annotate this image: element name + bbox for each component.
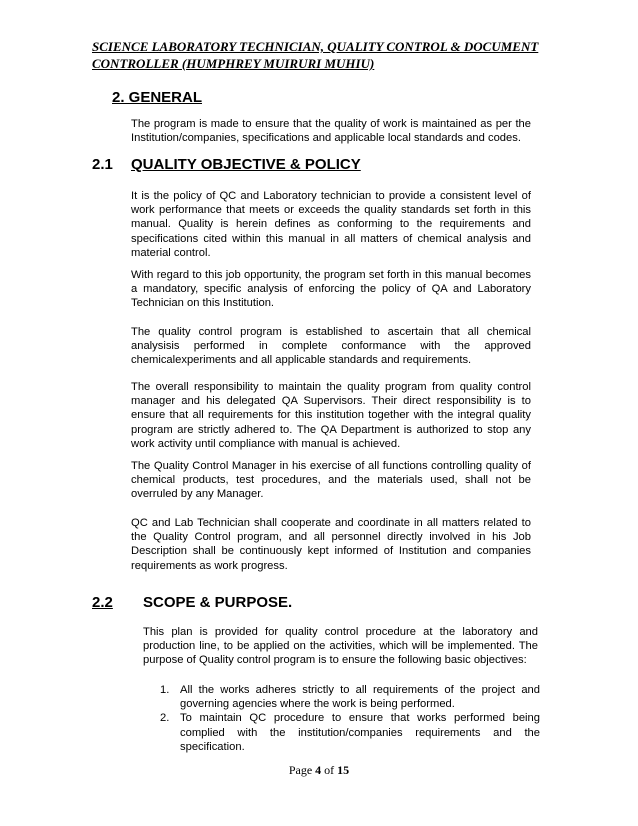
page-footer xyxy=(0,763,638,778)
header-line-1: SCIENCE LABORATORY TECHNICIAN, QUALITY CONTROL & DOCUMENT xyxy=(92,39,539,54)
list-item-text: All the works adheres strictly to all requirements of the project and governing agencies where the work is being performed. xyxy=(180,684,540,711)
list-item xyxy=(160,683,540,711)
section-2-2-paragraph: This plan is provided for quality control procedure at the laboratory and production line, to be applied on the activities, which will be implemented. The purpose of Quality control program is to ensure the following basic objectives: xyxy=(143,626,538,667)
section-2-1-paragraph-2: With regard to this job opportunity, the program set forth in this manual becomes a mandatory, specific analysis of enforcing the policy of QA and Laboratory Technician on this Institution. xyxy=(131,269,531,310)
list-item-number: 2. xyxy=(160,712,170,725)
section-2-1-title: QUALITY OBJECTIVE & POLICY xyxy=(131,156,361,173)
list-item xyxy=(160,711,540,754)
section-2-1-number: 2.1 xyxy=(92,156,113,173)
document-header xyxy=(92,38,552,72)
section-2-1-paragraph-5: The Quality Control Manager in his exercise of all functions controlling quality of chemical products, test procedures, and the materials used, shall not be overruled by any Manager. xyxy=(131,460,531,501)
footer-prefix: Page xyxy=(288,763,316,777)
section-2-1-paragraph-4: The overall responsibility to maintain the quality program from quality control manager and his delegated QA Supervisors. Their direct responsibility is to ensure that all requirements for this institution together with the integral quality program are strictly adhered to. The QA Department is authorized to stop any work activity until compliance with manual is achieved. xyxy=(131,381,531,450)
list-item-number: 1. xyxy=(160,684,170,696)
general-paragraph: The program is made to ensure that the quality of work is maintained as per the Institution/companies, specifications and applicable local standards and codes. xyxy=(131,118,531,145)
footer-total-pages: 15 xyxy=(337,763,350,777)
section-2-1-paragraph-6: QC and Lab Technician shall cooperate and coordinate in all matters related to the Quality Control program, and all personnel directly involved in his Job Description shall be continuously kept informed of Institution and companies requirements as work progress. xyxy=(131,517,531,572)
footer-middle: of xyxy=(321,763,338,777)
footer-current-page: 4 xyxy=(315,763,322,777)
list-item-text: To maintain QC procedure to ensure that works performed being complied with the institution/companies requirements and the specification. xyxy=(180,712,540,753)
section-2-1-paragraph-1: It is the policy of QC and Laboratory technician to provide a consistent level of work performance that meets or exceeds the quality standards set forth in this manual. Quality is herein defines as conforming to the requirements and specifications cited within this manual in all matters of chemical analysis and material control. xyxy=(131,190,531,259)
general-heading: 2. GENERAL xyxy=(112,89,203,106)
section-2-1-paragraph-3: The quality control program is established to ascertain that all chemical analysisis performed in complete conformance with the approved chemicalexperiments and all applicable standards and requirements. xyxy=(131,326,531,367)
section-2-2-number: 2.2 xyxy=(92,594,113,611)
section-2-2-title: SCOPE & PURPOSE. xyxy=(143,594,293,611)
header-line-2: CONTROLLER (HUMPHREY MUIRURI MUHIU) xyxy=(92,56,375,71)
objectives-list xyxy=(160,683,540,754)
